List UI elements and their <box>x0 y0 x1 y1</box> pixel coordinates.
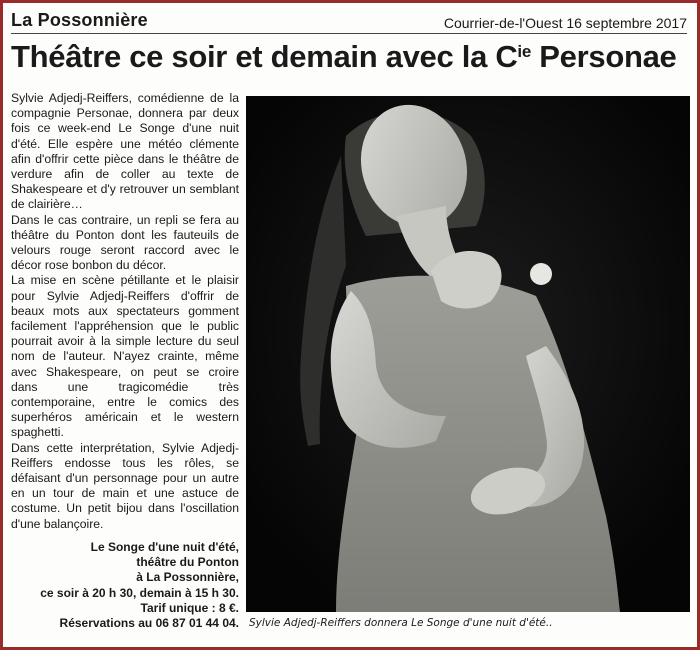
header-rule <box>11 33 687 34</box>
article-paragraph: Sylvie Adjedj-Reiffers, comédienne de la compagnie Personae, donnera par deux fois ce week-end Le Songe d'une nuit d'été. Elle espère une météo clémente afin d'offrir cette pièce dans le théâtre de verdure afin de coller au texte de Shakespeare et d'y retrouver un semblant de clairière… <box>11 91 239 212</box>
section-title: La Possonnière <box>11 10 148 30</box>
headline-superscript: ie <box>517 42 531 61</box>
event-venue: théâtre du Ponton <box>136 555 239 570</box>
article-paragraph: Dans le cas contraire, un repli se fera au théâtre du Ponton dont les fauteuils de velours rouge seront raccord avec le décor rose bonbon du décor. <box>11 212 239 273</box>
headline <box>11 39 689 81</box>
article-paragraph: La mise en scène pétillante et le plaisir pour Sylvie Adjedj-Reiffers d'offrir de beaux mots aux spectateurs gomment facilement l'appréhension que le public pourrait avoir à la simple lecture du seul nom de l'auteur. N'ayez crainte, même avec Shakespeare, on peut se croire dans une tragicomédie très contemporaine, entre le comics des superhéros américain et le western spaghetti. <box>11 273 239 440</box>
clipping-header <box>11 9 687 31</box>
headline-tail: Personae <box>530 39 677 74</box>
headline-main: Théâtre ce soir et demain avec la C <box>11 39 518 74</box>
article-column <box>11 91 239 532</box>
performer-illustration <box>246 96 690 612</box>
event-title: Le Songe d'une nuit d'été, <box>90 540 239 554</box>
event-town: à La Possonnière, <box>136 570 239 585</box>
event-times: ce soir à 20 h 30, demain à 15 h 30. <box>40 585 239 600</box>
photo-caption: Sylvie Adjedj-Reiffers donnera Le Songe d'une nuit d'été.. <box>249 617 553 629</box>
event-info <box>11 540 239 631</box>
event-price: Tarif unique : 8 €. <box>140 600 239 615</box>
article-paragraph: Dans cette interprétation, Sylvie Adjedj-Reiffers endosse tous les rôles, se défaisant d'un personnage pour un autre en un tour de main et une astuce de costume. Un petit bijou dans l'oscillation d'une balançoire. <box>11 440 239 531</box>
source-date: Courrier-de-l'Ouest 16 septembre 2017 <box>443 15 687 31</box>
event-booking: Réservations au 06 87 01 44 04. <box>59 616 239 631</box>
performer-photo <box>246 96 690 612</box>
